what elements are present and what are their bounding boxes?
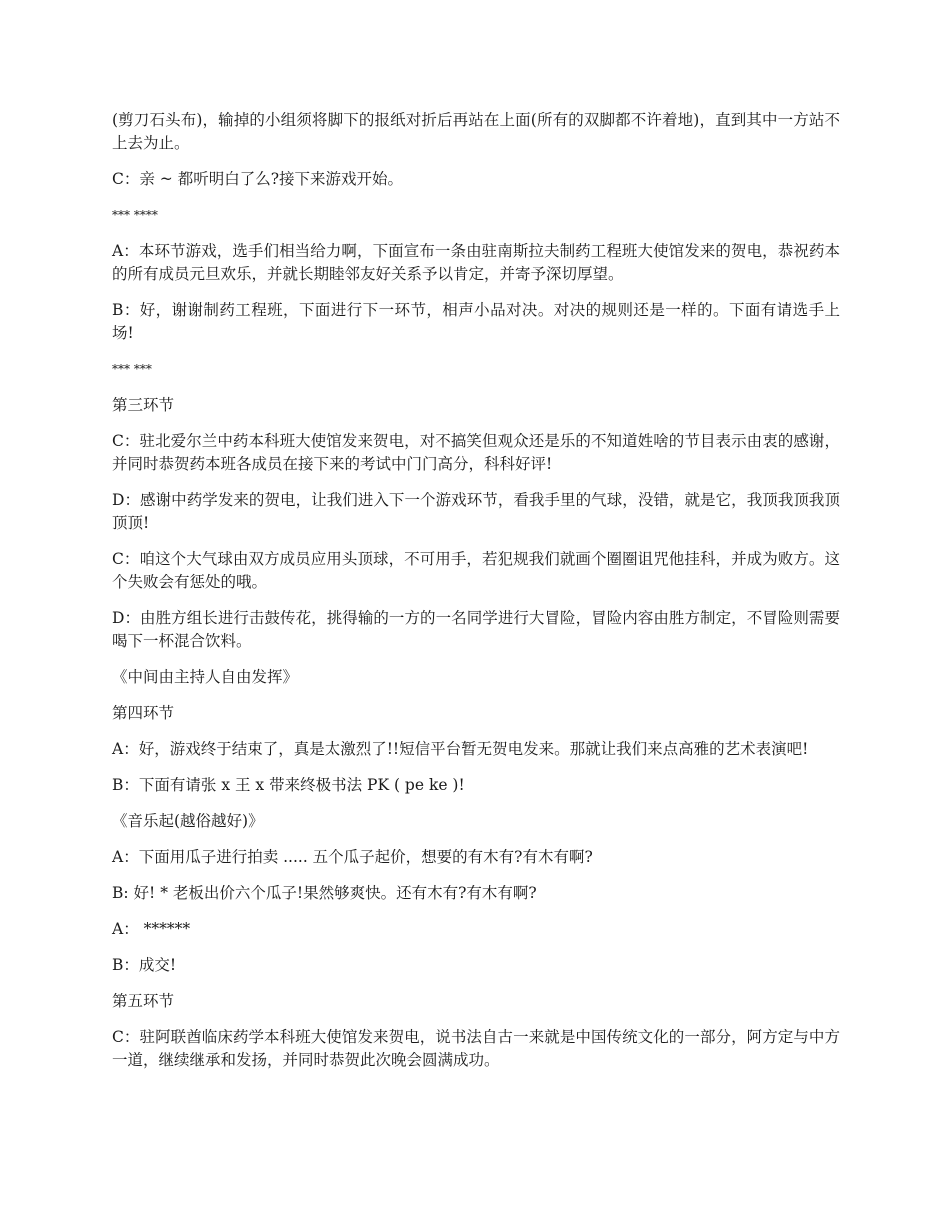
stage-note-music: 《音乐起(越俗越好)》 (112, 812, 264, 830)
paragraph-c-balloon-rules: C：咱这个大气球由双方成员应用头顶球，不可用手，若犯规我们就画个圈圈诅咒他挂科，并成为败方。这个失败会有惩处的哦。 (112, 550, 840, 591)
paragraph-c-telegram-chinese-medicine: C：驻北爱尔兰中药本科班大使馆发来贺电，对不搞笑但观众还是乐的不知道姓啥的节目表示由衷的感谢，并同时恭贺药本班各成员在接下来的考试中门门高分，科科好评! (112, 432, 840, 473)
paragraph-d-penalty: D：由胜方组长进行击鼓传花，挑得输的一方的一名同学进行大冒险，冒险内容由胜方制定，不冒险则需要喝下一杯混合饮料。 (112, 609, 840, 650)
paragraph-b-bid: B: 好! * 老板出价六个瓜子!果然够爽快。还有木有?有木有啊? (112, 884, 537, 902)
document-page (112, 109, 840, 1085)
paragraph-a-auction: A：下面用瓜子进行拍卖 ..... 五个瓜子起价，想要的有木有?有木有啊? (112, 848, 593, 866)
paragraph-a-telegram-pharma-engineering: A：本环节游戏，选手们相当给力啊，下面宣布一条由驻南斯拉夫制药工程班大使馆发来的贺电，恭祝药本的所有成员元旦欢乐，并就长期睦邻友好关系予以肯定，并寄予深切厚望。 (112, 242, 840, 283)
separator-stars: *** *** (112, 362, 152, 376)
stage-note-host-improv: 《中间由主持人自由发挥》 (112, 668, 299, 686)
paragraph-a-stars: A： ****** (112, 920, 191, 938)
paragraph-b-crosstalk-duel: B：好，谢谢制药工程班，下面进行下一环节，相声小品对决。对决的规则还是一样的。下面有请选手上场! (112, 301, 840, 342)
paragraph-d-balloon-game: D：感谢中药学发来的贺电，让我们进入下一个游戏环节，看我手里的气球，没错，就是它，我顶我顶我顶顶顶! (112, 491, 840, 532)
paragraph-a-game-over: A：好，游戏终于结束了，真是太激烈了!!短信平台暂无贺电发来。那就让我们来点高雅的艺术表演吧! (112, 740, 809, 758)
paragraph-c-game-start: C：亲 ~ 都听明白了么?接下来游戏开始。 (112, 170, 404, 188)
paragraph-b-deal: B：成交! (112, 956, 177, 974)
paragraph-c-telegram-clinical-pharmacy: C：驻阿联酋临床药学本科班大使馆发来贺电，说书法自古一来就是中国传统文化的一部分，阿方定与中方一道，继续继承和发扬，并同时恭贺此次晚会圆满成功。 (112, 1028, 840, 1069)
section-heading-part-three: 第三环节 (112, 396, 175, 414)
paragraph-b-calligraphy-pk: B：下面有请张 x 王 x 带来终极书法 PK ( pe ke )! (112, 776, 465, 794)
separator-stars: *** **** (112, 208, 158, 222)
paragraph-rules-continued: (剪刀石头布)，输掉的小组须将脚下的报纸对折后再站在上面(所有的双脚都不许着地)，直到其中一方站不上去为止。 (112, 111, 840, 152)
section-heading-part-five: 第五环节 (112, 992, 175, 1010)
section-heading-part-four: 第四环节 (112, 704, 175, 722)
